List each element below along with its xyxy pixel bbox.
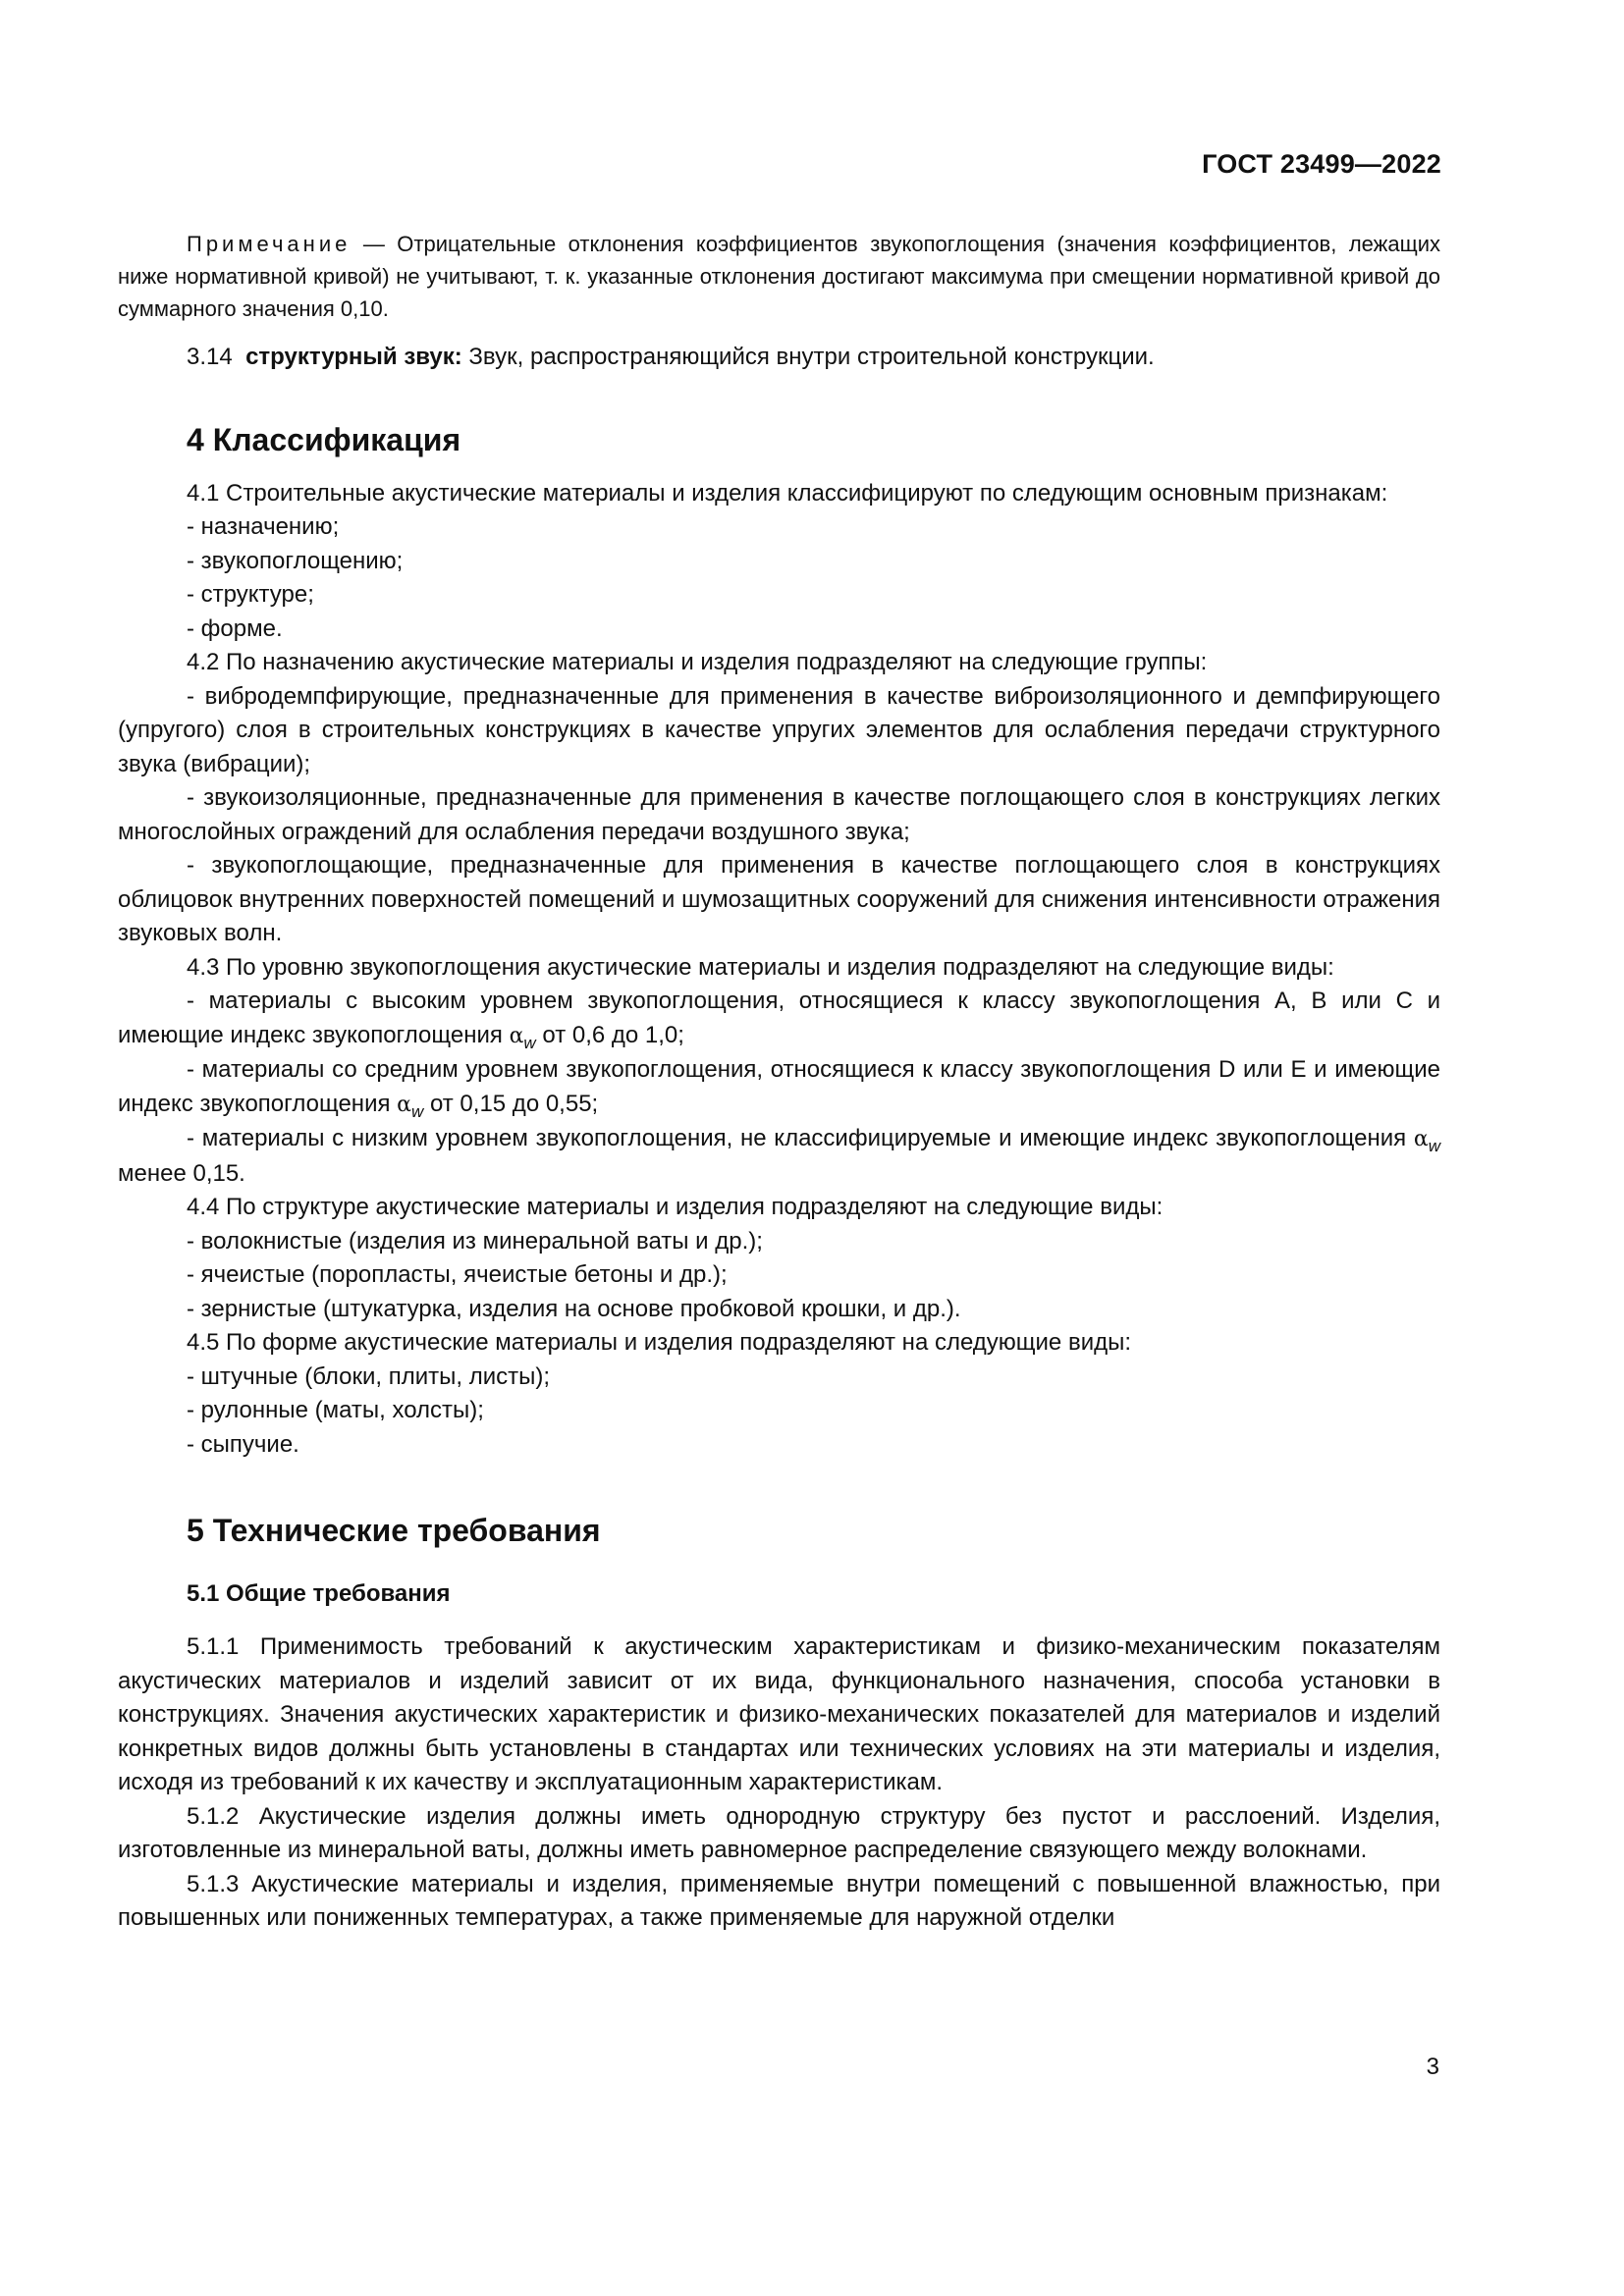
list-item: - зернистые (штукатурка, изделия на основе пробковой крошки, и др.). xyxy=(187,1295,961,1322)
para-4-3: 4.3 По уровню звукопоглощения акустические материалы и изделия подразделяют на следующие виды: xyxy=(187,953,1334,981)
para-4-2: 4.2 По назначению акустические материалы и изделия подразделяют на следующие группы: xyxy=(187,649,1208,675)
para-5-1-1: 5.1.1 Применимость требований к акустическим характеристикам и физико-механическим показателям акустических материалов и изделий зависит от их вида, функционального назначения, способа установки в конструкциях. Значения акустических характеристик и физико-механических показателей для материалов и изделий конкретных видов должны быть установлены в стандартах или технических условиях на эти материалы и изделия, исходя из требований к их качеству и эксплуатационным характеристикам. xyxy=(118,1633,1440,1795)
list-item: - вибродемпфирующие, предназначенные для применения в качестве виброизоляционного и демпфирующего (упругого) слоя в строительных конструкциях в качестве упругих элементов для ослабления передачи структурного звука (вибрации); xyxy=(118,682,1440,777)
page-header: ГОСТ 23499—2022 xyxy=(1202,149,1441,179)
para-5-1-2: 5.1.2 Акустические изделия должны иметь однородную структуру без пустот и расслоений. Изделия, изготовленные из минеральной ваты, должны иметь равномерное распределение связующего между волокнами. xyxy=(118,1802,1440,1863)
term-number: 3.14 xyxy=(187,344,233,370)
list-item: - звукоизоляционные, предназначенные для применения в качестве поглощающего слоя в конструкциях легких многослойных ограждений для ослабления передачи воздушного звука; xyxy=(118,784,1440,845)
section-4-heading: 4 Классификация xyxy=(187,421,461,457)
list-item xyxy=(118,1122,1440,1191)
list-item: - звукопоглощающие, предназначенные для применения в качестве поглощающего слоя в конструкциях облицовок внутренних поверхностей помещений и шумозащитных сооружений для снижения интенсивности отражения звуковых волн. xyxy=(118,852,1440,946)
list-item: - штучные (блоки, плиты, листы); xyxy=(187,1362,551,1390)
subsection-5-1-heading: 5.1 Общие требования xyxy=(187,1580,451,1607)
list-item-text: - материалы со средним уровнем звукопоглощения, относящиеся к классу звукопоглощения D или E и имеющие индекс звукопоглощения xyxy=(118,1056,1440,1117)
term-3-14 xyxy=(118,341,1440,375)
alpha-subscript: w xyxy=(1428,1137,1440,1155)
para-4-4: 4.4 По структуре акустические материалы и изделия подразделяют на следующие виды: xyxy=(187,1194,1164,1220)
alpha-subscript: w xyxy=(411,1101,424,1121)
list-item xyxy=(118,1053,1440,1122)
alpha-symbol: α xyxy=(509,1023,524,1048)
para-4-1: 4.1 Строительные акустические материалы и изделия классифицируют по следующим основным признакам: xyxy=(187,479,1388,507)
list-item: - сыпучие. xyxy=(187,1430,299,1458)
section-5-heading: 5 Технические требования xyxy=(187,1513,601,1548)
alpha-symbol: α xyxy=(397,1092,411,1117)
list-item: - структуре; xyxy=(187,581,314,608)
document-body xyxy=(118,228,1440,1936)
term-definition: Звук, распространяющийся внутри строительной конструкции. xyxy=(461,344,1155,370)
list-item: - назначению; xyxy=(187,513,340,540)
list-item: - волокнистые (изделия из минеральной ваты и др.); xyxy=(187,1227,763,1255)
list-item-text: - материалы с высоким уровнем звукопоглощения, относящиеся к классу звукопоглощения А, В или С и имеющие индекс звукопоглощения xyxy=(118,988,1440,1048)
list-item: - ячеистые (поропласты, ячеистые бетоны и др.); xyxy=(187,1261,728,1288)
term-title: структурный звук: xyxy=(245,344,462,370)
alpha-symbol: α xyxy=(1413,1127,1429,1151)
page-number: 3 xyxy=(1426,2054,1439,2080)
list-item-text: менее 0,15. xyxy=(118,1159,245,1187)
list-item-text: от 0,6 до 1,0; xyxy=(535,1021,684,1048)
list-item xyxy=(118,985,1440,1053)
list-item: - форме. xyxy=(187,614,283,642)
alpha-subscript: w xyxy=(523,1033,536,1052)
note-text: — Отрицательные отклонения коэффициентов звукопоглощения (значения коэффициентов, лежащих ниже нормативной кривой) не учитывают, т. к. указанные отклонения достигают максимума при смещении нормативной кривой до суммарного значения 0,10. xyxy=(118,232,1440,321)
list-item: - рулонные (маты, холсты); xyxy=(187,1397,484,1423)
note-paragraph xyxy=(118,228,1440,325)
list-item-text: - материалы с низким уровнем звукопоглощения, не классифицируемые и имеющие индекс звукопоглощения xyxy=(187,1125,1414,1151)
para-4-5: 4.5 По форме акустические материалы и изделия подразделяют на следующие виды: xyxy=(187,1329,1132,1356)
list-item: - звукопоглощению; xyxy=(187,547,404,574)
note-label: Примечание xyxy=(187,232,352,256)
list-item-text: от 0,15 до 0,55; xyxy=(423,1090,599,1117)
para-5-1-3: 5.1.3 Акустические материалы и изделия, применяемые внутри помещений с повышенной влажностью, при повышенных или пониженных температурах, а также применяемые для наружной отделки xyxy=(118,1870,1440,1931)
